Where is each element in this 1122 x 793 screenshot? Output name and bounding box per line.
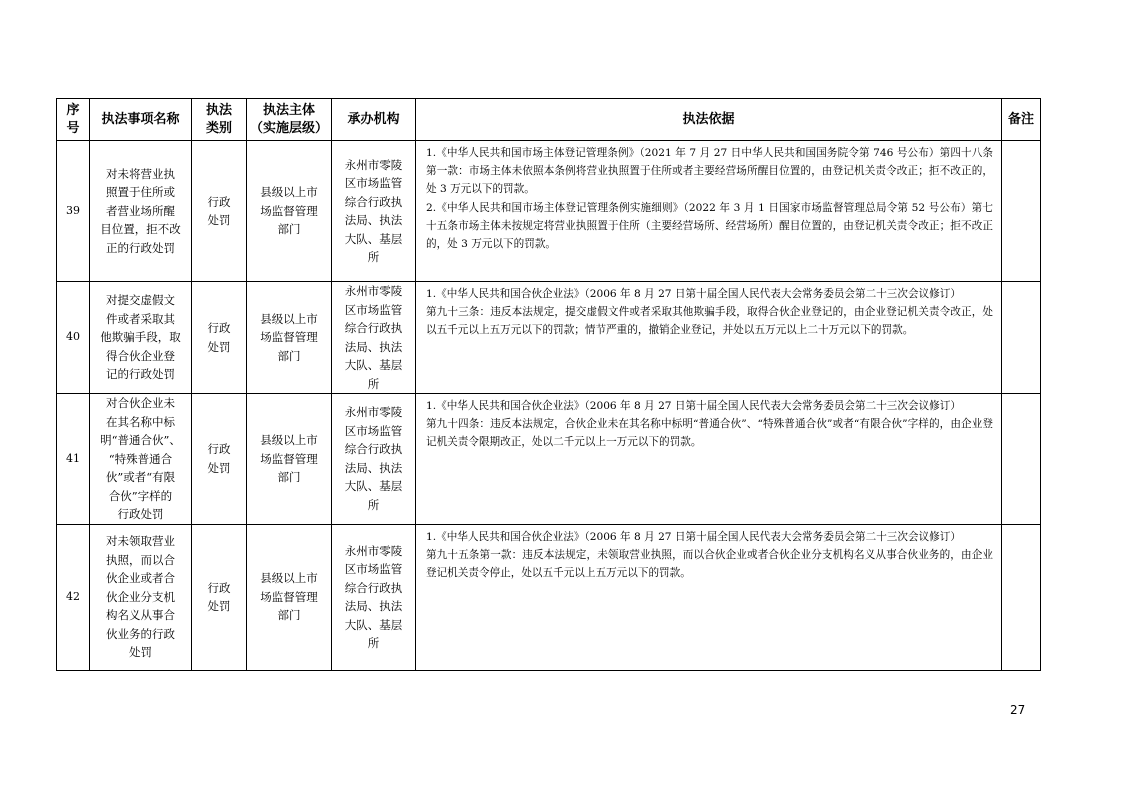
row-legal-basis (416, 524, 1002, 670)
row-item-name: 对未领取营业 执照，而以合 伙企业或者合 伙企业分支机 构名义从事合 伙业务的行政 处罚 (90, 524, 192, 670)
row-seq-number: 42 (57, 524, 90, 670)
row-subject: 县级以上市 场监督管理 部门 (247, 524, 332, 670)
row-remarks (1002, 141, 1041, 282)
row-legal-basis (416, 141, 1002, 282)
header-item-name: 执法事项名称 (90, 99, 192, 141)
enforcement-items-table (56, 98, 1041, 671)
row-seq-number: 39 (57, 141, 90, 282)
legal-basis-paragraph: 2.《中华人民共和国市场主体登记管理条例实施细则》（2022 年 3 月 1 日国家市场监督管理总局令第 52 号公布）第七十五条市场主体未按规定将营业执照置于住所（主要经营场所、经营场所）醒目位置的，由登记机关责令改正；拒不改正的，处 3 万元以下的罚款。 (426, 201, 993, 251)
row-category: 行政 处罚 (192, 394, 247, 525)
legal-basis-paragraph: 第九十三条：违反本法规定，提交虚假文件或者采取其他欺骗手段，取得合伙企业登记的，由企业登记机关责令改正，处以五千元以上五万元以下的罚款；情节严重的，撤销企业登记，并处以五万元以上二十万元以下的罚款。 (426, 306, 993, 337)
header-remarks: 备注 (1002, 99, 1041, 141)
row-category: 行政 处罚 (192, 282, 247, 394)
row-item-name: 对未将营业执 照置于住所或 者营业场所醒 目位置，拒不改 正的行政处罚 (90, 141, 192, 282)
header-organization: 承办机构 (332, 99, 416, 141)
legal-basis-paragraph: 第九十四条：违反本法规定，合伙企业未在其名称中标明“普通合伙”、“特殊普通合伙”或者“有限合伙”字样的，由企业登记机关责令限期改正，处以二千元以上一万元以下的罚款。 (426, 418, 993, 449)
header-seq: 序 号 (57, 99, 90, 141)
header-subject: 执法主体 （实施层级） (247, 99, 332, 141)
legal-basis-paragraph: 第九十五条第一款：违反本法规定，未领取营业执照，而以合伙企业或者合伙企业分支机构名义从事合伙业务的，由企业登记机关责令停止，处以五千元以上五万元以下的罚款。 (426, 548, 993, 579)
table-row (57, 524, 1041, 670)
page-number: 27 (1010, 703, 1026, 717)
row-organization: 永州市零陵 区市场监管 综合行政执 法局、执法 大队、基层 所 (332, 524, 416, 670)
row-category: 行政 处罚 (192, 141, 247, 282)
row-item-name: 对提交虚假文 件或者采取其 他欺骗手段，取 得合伙企业登 记的行政处罚 (90, 282, 192, 394)
row-legal-basis (416, 282, 1002, 394)
table-row (57, 394, 1041, 525)
legal-basis-paragraph: 1.《中华人民共和国合伙企业法》（2006 年 8 月 27 日第十届全国人民代表大会常务委员会第二十三次会议修订） (426, 400, 961, 412)
table-row (57, 282, 1041, 394)
row-remarks (1002, 394, 1041, 525)
row-organization: 永州市零陵 区市场监管 综合行政执 法局、执法 大队、基层 所 (332, 394, 416, 525)
header-legal-basis: 执法依据 (416, 99, 1002, 141)
row-remarks (1002, 282, 1041, 394)
row-subject: 县级以上市 场监督管理 部门 (247, 282, 332, 394)
row-organization: 永州市零陵 区市场监管 综合行政执 法局、执法 大队、基层 所 (332, 141, 416, 282)
header-category: 执法 类别 (192, 99, 247, 141)
table-row (57, 141, 1041, 282)
row-seq-number: 40 (57, 282, 90, 394)
row-item-name: 对合伙企业未 在其名称中标 明“普通合伙”、 “特殊普通合 伙”或者“有限 合伙”字样的 行政处罚 (90, 394, 192, 525)
row-legal-basis (416, 394, 1002, 525)
legal-basis-paragraph: 1.《中华人民共和国市场主体登记管理条例》（2021 年 7 月 27 日中华人民共和国国务院令第 746 号公布）第四十八条第一款：市场主体未依照本条例将营业执照置于住所或者主要经营场所醒目位置的，由登记机关责令改正；拒不改正的，处 3 万元以下的罚款。 (426, 147, 993, 196)
row-seq-number: 41 (57, 394, 90, 525)
document-page (56, 98, 1040, 671)
row-subject: 县级以上市 场监督管理 部门 (247, 141, 332, 282)
table-header-row (57, 99, 1041, 141)
row-remarks (1002, 524, 1041, 670)
row-subject: 县级以上市 场监督管理 部门 (247, 394, 332, 525)
row-category: 行政 处罚 (192, 524, 247, 670)
legal-basis-paragraph: 1.《中华人民共和国合伙企业法》（2006 年 8 月 27 日第十届全国人民代表大会常务委员会第二十三次会议修订） (426, 288, 961, 300)
row-organization: 永州市零陵 区市场监管 综合行政执 法局、执法 大队、基层 所 (332, 282, 416, 394)
legal-basis-paragraph: 1.《中华人民共和国合伙企业法》（2006 年 8 月 27 日第十届全国人民代表大会常务委员会第二十三次会议修订） (426, 530, 961, 543)
table-body (57, 141, 1041, 671)
